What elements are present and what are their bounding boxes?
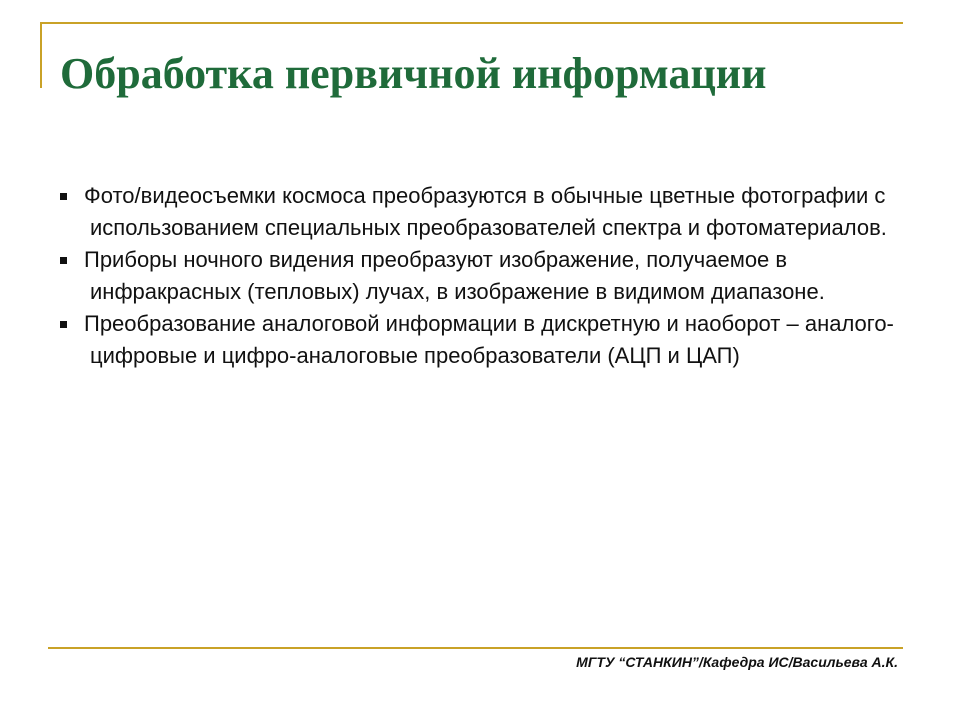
bullet-text: Приборы ночного видения преобразуют изображение, получаемое в инфракрасных (тепловых) лучах, в изображение в видимом диапазоне. — [84, 247, 825, 304]
square-bullet-icon — [60, 257, 67, 264]
footer-credit: МГТУ “СТАНКИН”/Кафедра ИС/Васильева А.К. — [576, 654, 898, 670]
square-bullet-icon — [60, 193, 67, 200]
top-frame-line — [40, 22, 903, 24]
bullet-item — [58, 244, 898, 308]
footer-divider — [48, 647, 903, 649]
bullet-item — [58, 308, 898, 372]
left-frame-line — [40, 22, 42, 88]
bullet-text: Фото/видеосъемки космоса преобразуются в обычные цветные фотографии с использованием специальных преобразователей спектра и фотоматериалов. — [84, 183, 887, 240]
bullet-list — [58, 180, 898, 372]
bullet-text: Преобразование аналоговой информации в дискретную и наоборот – аналого-цифровые и цифро-аналоговые преобразователи (АЦП и ЦАП) — [84, 311, 894, 368]
bullet-item — [58, 180, 898, 244]
slide-title: Обработка первичной информации — [60, 49, 767, 98]
square-bullet-icon — [60, 321, 67, 328]
